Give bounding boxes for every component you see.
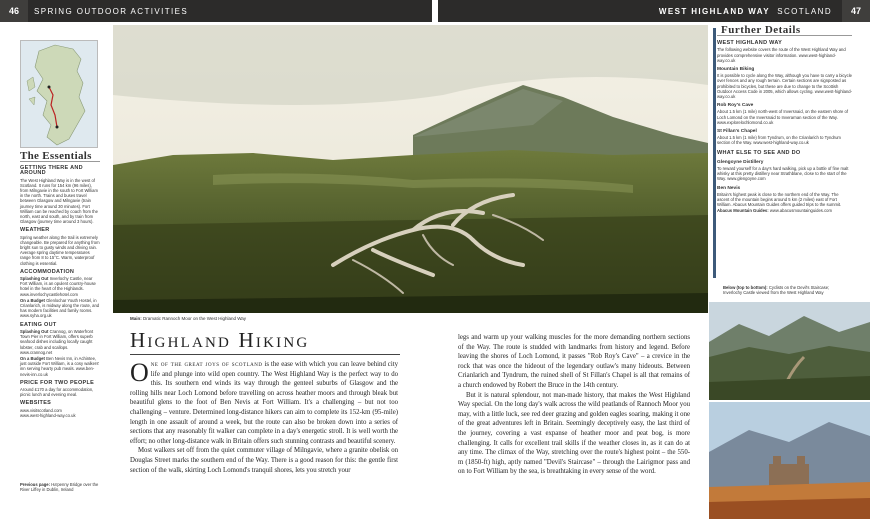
- right-running-title: WEST HIGHLAND WAY SCOTLAND: [658, 6, 832, 16]
- details-subheading: St Fillan's Chapel: [717, 129, 757, 135]
- main-photo: [113, 25, 708, 313]
- left-page-number: 46: [0, 0, 28, 22]
- body-paragraph: legs and warm up your walking muscles for the more demanding northern sections of the Way. The route is studded with landmarks from history and legend. Before leaving the shores of Loch Lomond, it passes "Rob Roy's Cave" – a crevice in the rock that was once the hideout of the legendary outlaw's many hideouts. Between Crianlarich and Tyndrum, the ruined shell of St Fillan's Chapel is all that remains of a church endowed by Robert the Bruce in the 14th century.: [458, 334, 690, 389]
- details-text: It is possible to cycle along the Way, although you have to carry a bicycle over fences and any rough terrain. Certain sections are signposted as prohibited to bicycles, but these are due to change to the Scottish Outdoor Access Code in 2005, which allows cycling. www.west-highland-way.co.uk: [717, 73, 852, 100]
- left-running-title: SPRING OUTDOOR ACTIVITIES: [34, 6, 189, 16]
- essentials-heading: ACCOMMODATION: [20, 268, 75, 275]
- essentials-text: Spring weather along the trail is extremely changeable. Be prepared for anything from bright sun to gusty winds and driving rain. Average spring daytime temperatures range from 8 to 15°C. Warm, waterproof clothing is essential.: [20, 234, 100, 266]
- lead-paragraph: One of the great joys of scotland is the ease with which you can leave behind city life and plunge into wild open country. The West Highland Way is the perfect way to do this. Its southern end winds its way through the genteel suburbs of Glasgow and the rolling hills near Loch Lomond before travelling on across heather moors and through bleak but beautiful glens to the foot of Ben Nevis at Fort William. It's a challenging – but not too challenging – venture. Determined long-distance hikers can aim to complete its 152-km (95-mile) length in one assault of around a week, but the route can also be broken down into a series of sections that any reasonably fit walker can complete in a day's energetic stroll. It is well worth the effort; no other long-distance walk in Britain offers such stunning contrasts and beautiful scenery.: [130, 358, 398, 445]
- lead-smallcaps: ne of the great joys of scotland: [150, 361, 263, 368]
- left-page-header: [0, 0, 432, 22]
- moorland-landscape-icon: [113, 25, 708, 313]
- details-text: The following website covers the route of the West Highland Way and provides comprehensive visitor information. www.west-highland-way.co.uk: [717, 47, 846, 63]
- essentials-heading: GETTING THERE AND AROUND: [20, 165, 83, 177]
- essentials-text: The West Highland Way is in the west of Scotland. It runs for 154 km (96 miles), from Milngavie in the south to Fort William in the north. Trains and buses travel between Glasgow and Milngavie (train journey time around 30 minutes). Fort William can be reached by coach from the north, east and south, and by train from Glasgow (journey time around 3 hours).: [20, 177, 98, 225]
- essentials-entry: Splashing Out Inverlochy Castle, near Fort William, is an opulent country-house hotel in the heart of the Highlands. www.inverlochycastlehotel.com: [20, 276, 96, 297]
- further-details-sidebar: [717, 24, 852, 214]
- details-text: About 1.5 km (1 mile) from Tyndrum, on the Crianlarich to Tyndrum section of the Way. www.west-highland-way.co.uk: [717, 135, 841, 146]
- castle-photo: [709, 402, 870, 519]
- right-page-header: [438, 0, 870, 22]
- essentials-entry: Splashing Out Crannog, on Waterfront Town Pier in Fort William, offers superb seafood dishes including locally caught lobster, crab and scallops. www.crannog.net: [20, 328, 94, 355]
- essentials-sidebar: [20, 40, 100, 418]
- castle-landscape-icon: [709, 402, 870, 519]
- details-text: About 1.5 km (1 mile) north-west of Inversnaid, on the eastern shore of Loch Lomond on the Inversnaid to Inverarnan section of the Way. www.explorelochlomond.co.uk: [717, 109, 849, 125]
- details-subheading: Mountain Biking: [717, 67, 755, 73]
- right-photo-caption: Below (top to bottom): Cyclists on the Devil's Staircase; Inverlochy Castle viewed from the West Highland Way: [723, 285, 830, 296]
- essentials-heading: WEATHER: [20, 227, 50, 234]
- article-column-2: [458, 333, 690, 477]
- essentials-entry: On a Budget Ben Nevis Inn, in Achintee, just outside Fort William, is a cosy walkers' inn serving hearty pub meals. www.ben-nevis-inn.co.uk: [20, 355, 100, 377]
- article-headline: Highland Hiking: [130, 328, 310, 352]
- sidebar-accent-bar: [713, 28, 716, 278]
- mountain-valley-icon: [709, 302, 870, 400]
- article-column-1: [130, 360, 398, 475]
- details-text: To reward yourself for a day's hard walking, pick up a bottle of fine malt whisky at this pretty distillery near Strathblane, close to the start of the Way. www.glengoyne.com: [717, 166, 849, 182]
- essentials-heading: EATING OUT: [20, 321, 57, 328]
- cyclists-photo: [709, 302, 870, 400]
- details-subheading: Ben Nevis: [717, 185, 741, 191]
- essentials-entry: On a Budget Glenlochar Youth Hostel, in Crianlarich, is midway along the route, and has modern facilities and family rooms. www.syha.org.uk: [20, 297, 100, 319]
- essentials-heading: PRICE FOR TWO PEOPLE: [20, 379, 95, 386]
- details-heading: WEST HIGHLAND WAY: [717, 40, 783, 47]
- essentials-title: The Essentials: [20, 154, 100, 162]
- details-subheading: Glengoyne Distillery: [717, 159, 764, 165]
- details-heading: WHAT ELSE TO SEE AND DO: [717, 149, 801, 156]
- route-map: [20, 40, 98, 148]
- essentials-websites: www.visitscotland.com www.west-highland-way.co.uk: [20, 407, 76, 418]
- body-paragraph: But it is natural splendour, not man-made history, that makes the West Highland Way special. On the long day's walk across the wild peatlands of Rannoch Moor you may, with a little luck, see red deer grazing and golden eagles soaring, making it one of the great adventures left in Britain. Seemingly deceptively easy, the last third of the journey, covering a vast expanse of heather moor and peat bog, is more challenging. It calls for excellent trail skills if the weather closes in, as it can do at any time. The climax of the Way, stretching over the route's highest point – the 550-m (1850-ft) high, aptly named "Devil's Staircase" – through the Lairigmor pass and on to Fort William by the sea, is breathtaking in every sense of the word.: [458, 391, 690, 476]
- details-entry: Abacus Mountain Guides: www.abacusmountainguides.com: [717, 208, 832, 214]
- essentials-heading: WEBSITES: [20, 400, 52, 407]
- details-text: Britain's highest peak is close to the northern end of the Way. The ascent of the mountain begins around 5 km (2 miles) east of Fort William. Abacus Mountain Guides offers guided trips to the summit.: [717, 191, 842, 208]
- scotland-map-icon: [21, 41, 98, 148]
- essentials-text: Around £170 a day for accommodation, picnic lunch and evening meal.: [20, 386, 94, 398]
- headline-rule: [130, 354, 400, 355]
- body-paragraph: Most walkers set off from the quiet commuter village of Milngavie, where a granite obelisk on Douglas Street marks the southern end of the Way. There is a good reason for this: the gentle first section of the walk, skirting Loch Lomond's tranquil shores, lets you stretch your: [130, 447, 398, 474]
- details-subheading: Rob Roy's Cave: [717, 103, 754, 109]
- main-photo-caption: Main: Dramatic Rannoch Moor on the West Highland Way: [130, 316, 247, 321]
- previous-page-caption: Previous page: Ha'penny Bridge over the River Liffey in Dublin, Ireland: [20, 482, 99, 493]
- drop-cap: O: [130, 358, 149, 387]
- further-details-title: Further Details: [717, 28, 852, 36]
- right-page-number: 47: [842, 0, 870, 22]
